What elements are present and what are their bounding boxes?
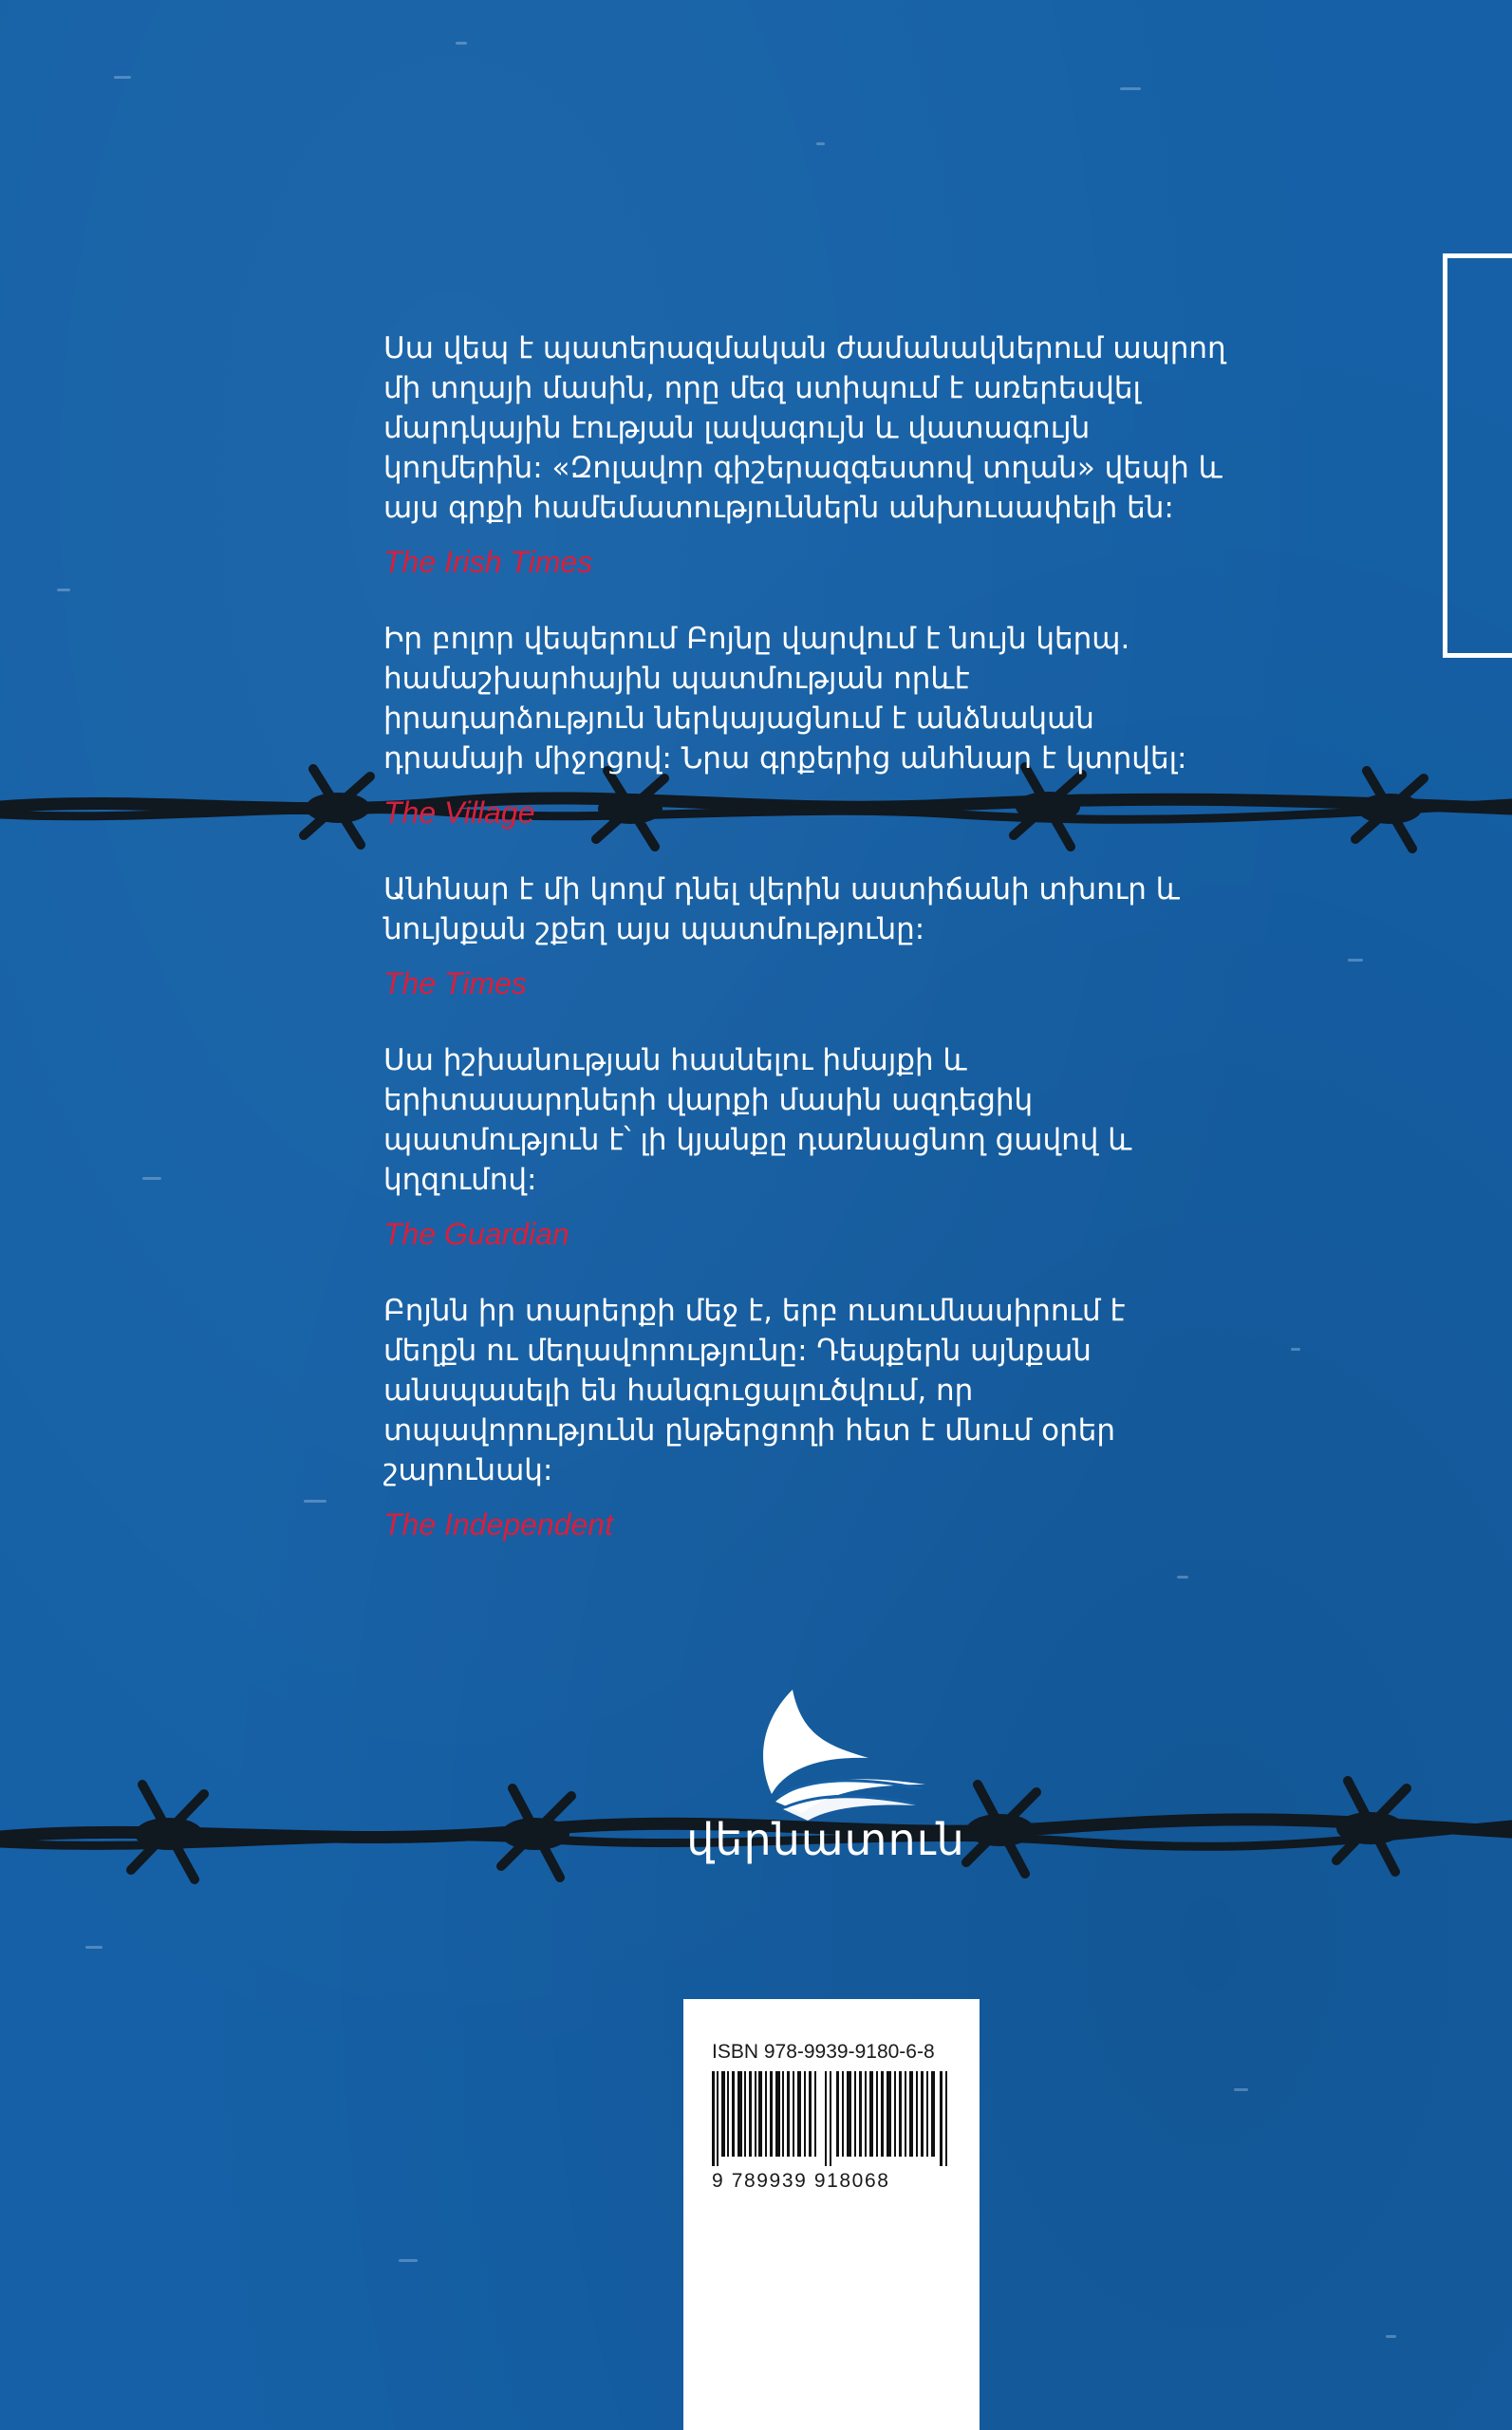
review-item — [383, 1040, 1314, 1253]
review-item — [383, 619, 1314, 832]
review-source: The Irish Times — [383, 545, 593, 579]
review-quote: Սա վեպ է պատերազմական ժամանակներում ապրող մի տղայի մասին, որը մեզ ստիպում է առերեսվել մարդկային էության լավագույն և վատագույն կողմերին: «Զոլավոր գիշերազգեստով տղան» վեպի և այս գրքի համեմատություններն անխուսափելի են: — [383, 331, 1226, 525]
review-source: The Guardian — [383, 1217, 569, 1251]
reviews-section — [383, 328, 1314, 1581]
barcode-panel — [683, 1999, 980, 2430]
review-item — [383, 869, 1314, 1002]
review-source: The Times — [383, 966, 527, 1000]
review-quote: Սա իշխանության հասնելու իմայքի և երիտասարդների վարքի մասին ազդեցիկ պատմություն է՝ լի կյանքը դառնացնող ցավով և կղզումով: — [383, 1043, 1132, 1197]
barcode-icon — [712, 2071, 949, 2166]
review-quote: Բոյնն իր տարերքի մեջ է, երբ ուսումնասիրում է մեղքն ու մեղավորությունը: Դեպքերն այնքան անսպասելի են հանգուցալուծվում, որ տպավորությունն ընթերցողի հետ է մնում օրեր շարունակ: — [383, 1294, 1126, 1487]
wing-logo-icon — [726, 1690, 935, 1822]
isbn-label: ISBN 978-9939-9180-6-8 — [712, 2041, 935, 2063]
cover-flap-frame — [1443, 253, 1512, 658]
review-quote: Իր բոլոր վեպերում Բոյնը վարվում է նույն կերպ. համաշխարհային պատմության որևէ իրադարձություն ներկայացնում է անձնական դրամայի միջոցով: Նրա գրքերից անհնար է կտրվել: — [383, 622, 1187, 776]
publisher-name: վերնատուն — [686, 1814, 965, 1865]
review-item — [383, 328, 1314, 581]
barcode-digits: 9 789939 918068 — [712, 2170, 890, 2192]
publisher-logo — [683, 1690, 968, 1870]
review-source: The Village — [383, 795, 535, 830]
review-item — [383, 1291, 1314, 1543]
review-quote: Անհնար է մի կողմ դնել վերին աստիճանի տխուր և նույնքան շքեղ այս պատմությունը: — [383, 872, 1180, 946]
review-source: The Independent — [383, 1507, 613, 1542]
